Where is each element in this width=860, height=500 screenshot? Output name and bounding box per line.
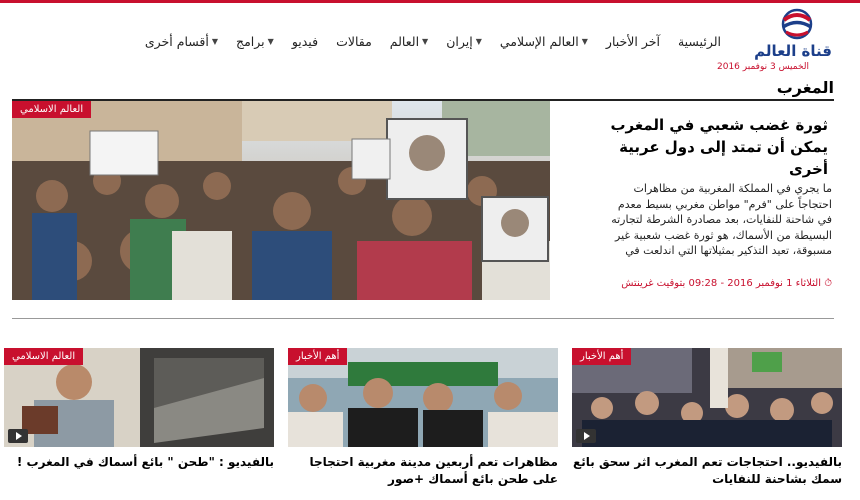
news-card[interactable] — [288, 348, 558, 488]
chevron-down-icon: ▼ — [422, 37, 429, 46]
site-name: قناة العالم — [754, 42, 832, 60]
card-headline[interactable]: بالفيديو.. احتجاجات تعم المغرب اثر سحق بائع سمك بشاحنة للنفايات — [573, 455, 842, 486]
clock-icon: ⏱ — [821, 278, 832, 289]
page-title: المغرب — [776, 78, 834, 97]
logo-emblem-icon — [774, 8, 820, 42]
card-image[interactable] — [4, 348, 274, 447]
card-headline[interactable]: مظاهرات تعم أربعين مدينة مغربية احتجاجا على طحن بائع أسماك +صور — [309, 455, 558, 486]
card-category-badge[interactable]: العالم الاسلامي — [4, 348, 83, 365]
card-headline[interactable]: بالفيديو : "طحن " بائع أسماك في المغرب ! — [16, 455, 274, 469]
nav-item-latest[interactable]: آخر الأخبار — [605, 34, 660, 49]
nav-item-other-sections[interactable]: أقسام أخرى ▼ — [144, 34, 219, 49]
featured-timestamp: ⏱ الثلاثاء 1 نوفمبر 2016 - 09:28 بتوقيت غرينتش — [621, 278, 832, 289]
protest-crowd-image — [12, 101, 550, 300]
featured-category-badge[interactable]: العالم الاسلامي — [12, 101, 91, 118]
nav-item-world[interactable]: العالم ▼ — [389, 34, 429, 49]
content-divider — [12, 318, 834, 319]
card-image[interactable] — [288, 348, 558, 447]
nav-item-home[interactable]: الرئيسية — [677, 34, 721, 49]
play-icon[interactable] — [576, 429, 596, 443]
chevron-down-icon: ▼ — [211, 37, 219, 46]
nav-item-iran[interactable]: إيران ▼ — [446, 34, 482, 49]
nav-item-articles[interactable]: مقالات — [336, 34, 372, 49]
card-image[interactable] — [572, 348, 842, 447]
card-category-badge[interactable]: أهم الأخبار — [288, 348, 347, 365]
chevron-down-icon: ▼ — [267, 37, 274, 46]
nav-item-islamic-world[interactable]: العالم الإسلامي ▼ — [499, 34, 588, 49]
chevron-down-icon: ▼ — [581, 37, 588, 46]
featured-summary: ما يجري في المملكة المغربية من مظاهرات احتجاجاً على "فرم" مواطن مغربي بسيط معدم في شاحنة للنفايات، بعد مصادرة الشرطة لتجارته البسيطة من الأسماك، هو ثورة غضب شعبية غير مسبوقة، تعيد التذكير بمثيلاتها التي اندلعت في — [611, 182, 832, 257]
news-card[interactable] — [4, 348, 274, 471]
main-nav — [136, 34, 730, 49]
nav-item-video[interactable]: فيديو — [291, 34, 319, 49]
card-category-badge[interactable]: أهم الأخبار — [572, 348, 631, 365]
featured-headline[interactable]: ثورة غضب شعبي في المغرب يمكن أن تمتد إلى دول عربية أخرى — [610, 116, 828, 178]
news-card[interactable] — [572, 348, 842, 488]
featured-image[interactable] — [12, 101, 550, 300]
play-icon[interactable] — [8, 429, 28, 443]
top-accent-bar — [0, 0, 860, 3]
current-date: الخميس 3 نوفمبر 2016 — [717, 62, 810, 72]
site-logo[interactable] — [754, 8, 836, 60]
nav-item-programs[interactable]: برامج ▼ — [236, 34, 274, 49]
chevron-down-icon: ▼ — [475, 37, 482, 46]
